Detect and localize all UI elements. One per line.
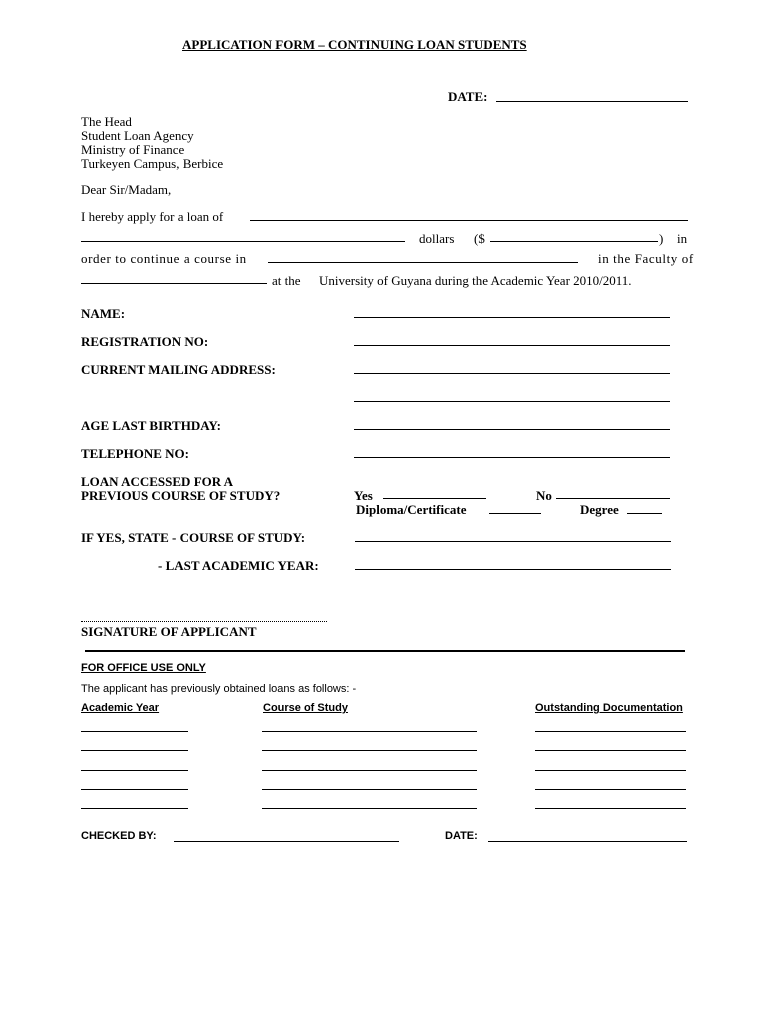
- course-row-4[interactable]: [262, 789, 477, 790]
- diploma-field[interactable]: [489, 499, 541, 514]
- degree-field[interactable]: [627, 499, 662, 514]
- age-label: AGE LAST BIRTHDAY:: [81, 418, 221, 433]
- loan-amount-words-field[interactable]: [250, 206, 688, 221]
- docs-row-5[interactable]: [535, 808, 686, 809]
- col-course-of-study: Course of Study: [263, 702, 348, 714]
- office-use-heading: FOR OFFICE USE ONLY: [81, 662, 206, 674]
- name-field[interactable]: [354, 303, 670, 318]
- section-divider: [85, 650, 685, 652]
- order-text: order to continue a course in: [81, 251, 247, 266]
- address-line-1: The Head: [81, 114, 132, 129]
- university-text: University of Guyana during the Academic Year 2010/2011.: [319, 273, 632, 288]
- year-row-4[interactable]: [81, 789, 188, 790]
- faculty-text: in the Faculty of: [598, 251, 694, 266]
- telephone-label: TELEPHONE NO:: [81, 446, 189, 461]
- date-label: DATE:: [448, 89, 488, 104]
- apply-text: I hereby apply for a loan of: [81, 209, 224, 224]
- address-line-4: Turkeyen Campus, Berbice: [81, 156, 224, 171]
- mailing-address-field-2[interactable]: [354, 387, 670, 402]
- dollars-text: dollars: [419, 231, 455, 246]
- loan-amount-number-field[interactable]: [490, 227, 658, 242]
- col-academic-year: Academic Year: [81, 702, 160, 714]
- course-row-2[interactable]: [262, 750, 477, 751]
- registration-label: REGISTRATION NO:: [81, 334, 209, 349]
- office-date-label: DATE:: [445, 830, 478, 842]
- checked-by-label: CHECKED BY:: [81, 830, 157, 842]
- last-year-label: - LAST ACADEMIC YEAR:: [158, 558, 319, 573]
- mailing-address-label: CURRENT MAILING ADDRESS:: [81, 362, 276, 377]
- docs-row-4[interactable]: [535, 789, 686, 790]
- last-year-field[interactable]: [355, 555, 671, 570]
- course-row-5[interactable]: [262, 808, 477, 809]
- docs-row-1[interactable]: [535, 731, 686, 732]
- loan-question-line-1: LOAN ACCESSED FOR A: [81, 474, 234, 489]
- no-label: No: [536, 488, 552, 503]
- telephone-field[interactable]: [354, 443, 670, 458]
- registration-field[interactable]: [354, 331, 670, 346]
- dollar-open: ($: [474, 231, 485, 246]
- year-row-1[interactable]: [81, 731, 188, 732]
- course-row-3[interactable]: [262, 770, 477, 771]
- previous-course-field[interactable]: [355, 527, 671, 542]
- docs-row-3[interactable]: [535, 770, 686, 771]
- col-outstanding-docs: Outstanding Documentation: [535, 702, 683, 714]
- year-row-3[interactable]: [81, 770, 188, 771]
- yes-label: Yes: [354, 488, 373, 503]
- signature-label: SIGNATURE OF APPLICANT: [81, 624, 257, 639]
- signature-line[interactable]: [81, 621, 327, 622]
- dollar-close: ): [659, 231, 664, 246]
- degree-label: Degree: [580, 502, 619, 517]
- name-label: NAME:: [81, 306, 126, 321]
- in-text: in: [677, 231, 688, 246]
- office-date-field[interactable]: [488, 841, 687, 842]
- office-intro: The applicant has previously obtained loans as follows: -: [81, 683, 357, 695]
- diploma-label: Diploma/Certificate: [356, 502, 467, 517]
- salutation: Dear Sir/Madam,: [81, 182, 172, 197]
- address-line-2: Student Loan Agency: [81, 128, 194, 143]
- checked-by-field[interactable]: [174, 841, 399, 842]
- age-field[interactable]: [354, 415, 670, 430]
- mailing-address-field-1[interactable]: [354, 359, 670, 374]
- yes-field[interactable]: [383, 484, 486, 499]
- no-field[interactable]: [556, 484, 670, 499]
- loan-amount-words-field-2[interactable]: [81, 227, 405, 242]
- year-row-5[interactable]: [81, 808, 188, 809]
- course-row-1[interactable]: [262, 731, 477, 732]
- date-field[interactable]: [496, 87, 688, 102]
- if-yes-course-label: IF YES, STATE - COURSE OF STUDY:: [81, 530, 306, 545]
- loan-question-line-2: PREVIOUS COURSE OF STUDY?: [81, 488, 281, 503]
- faculty-field[interactable]: [81, 269, 267, 284]
- year-row-2[interactable]: [81, 750, 188, 751]
- course-field[interactable]: [268, 248, 578, 263]
- address-line-3: Ministry of Finance: [81, 142, 185, 157]
- page-title: APPLICATION FORM – CONTINUING LOAN STUDENTS: [182, 37, 527, 52]
- docs-row-2[interactable]: [535, 750, 686, 751]
- at-the-text: at the: [272, 273, 301, 288]
